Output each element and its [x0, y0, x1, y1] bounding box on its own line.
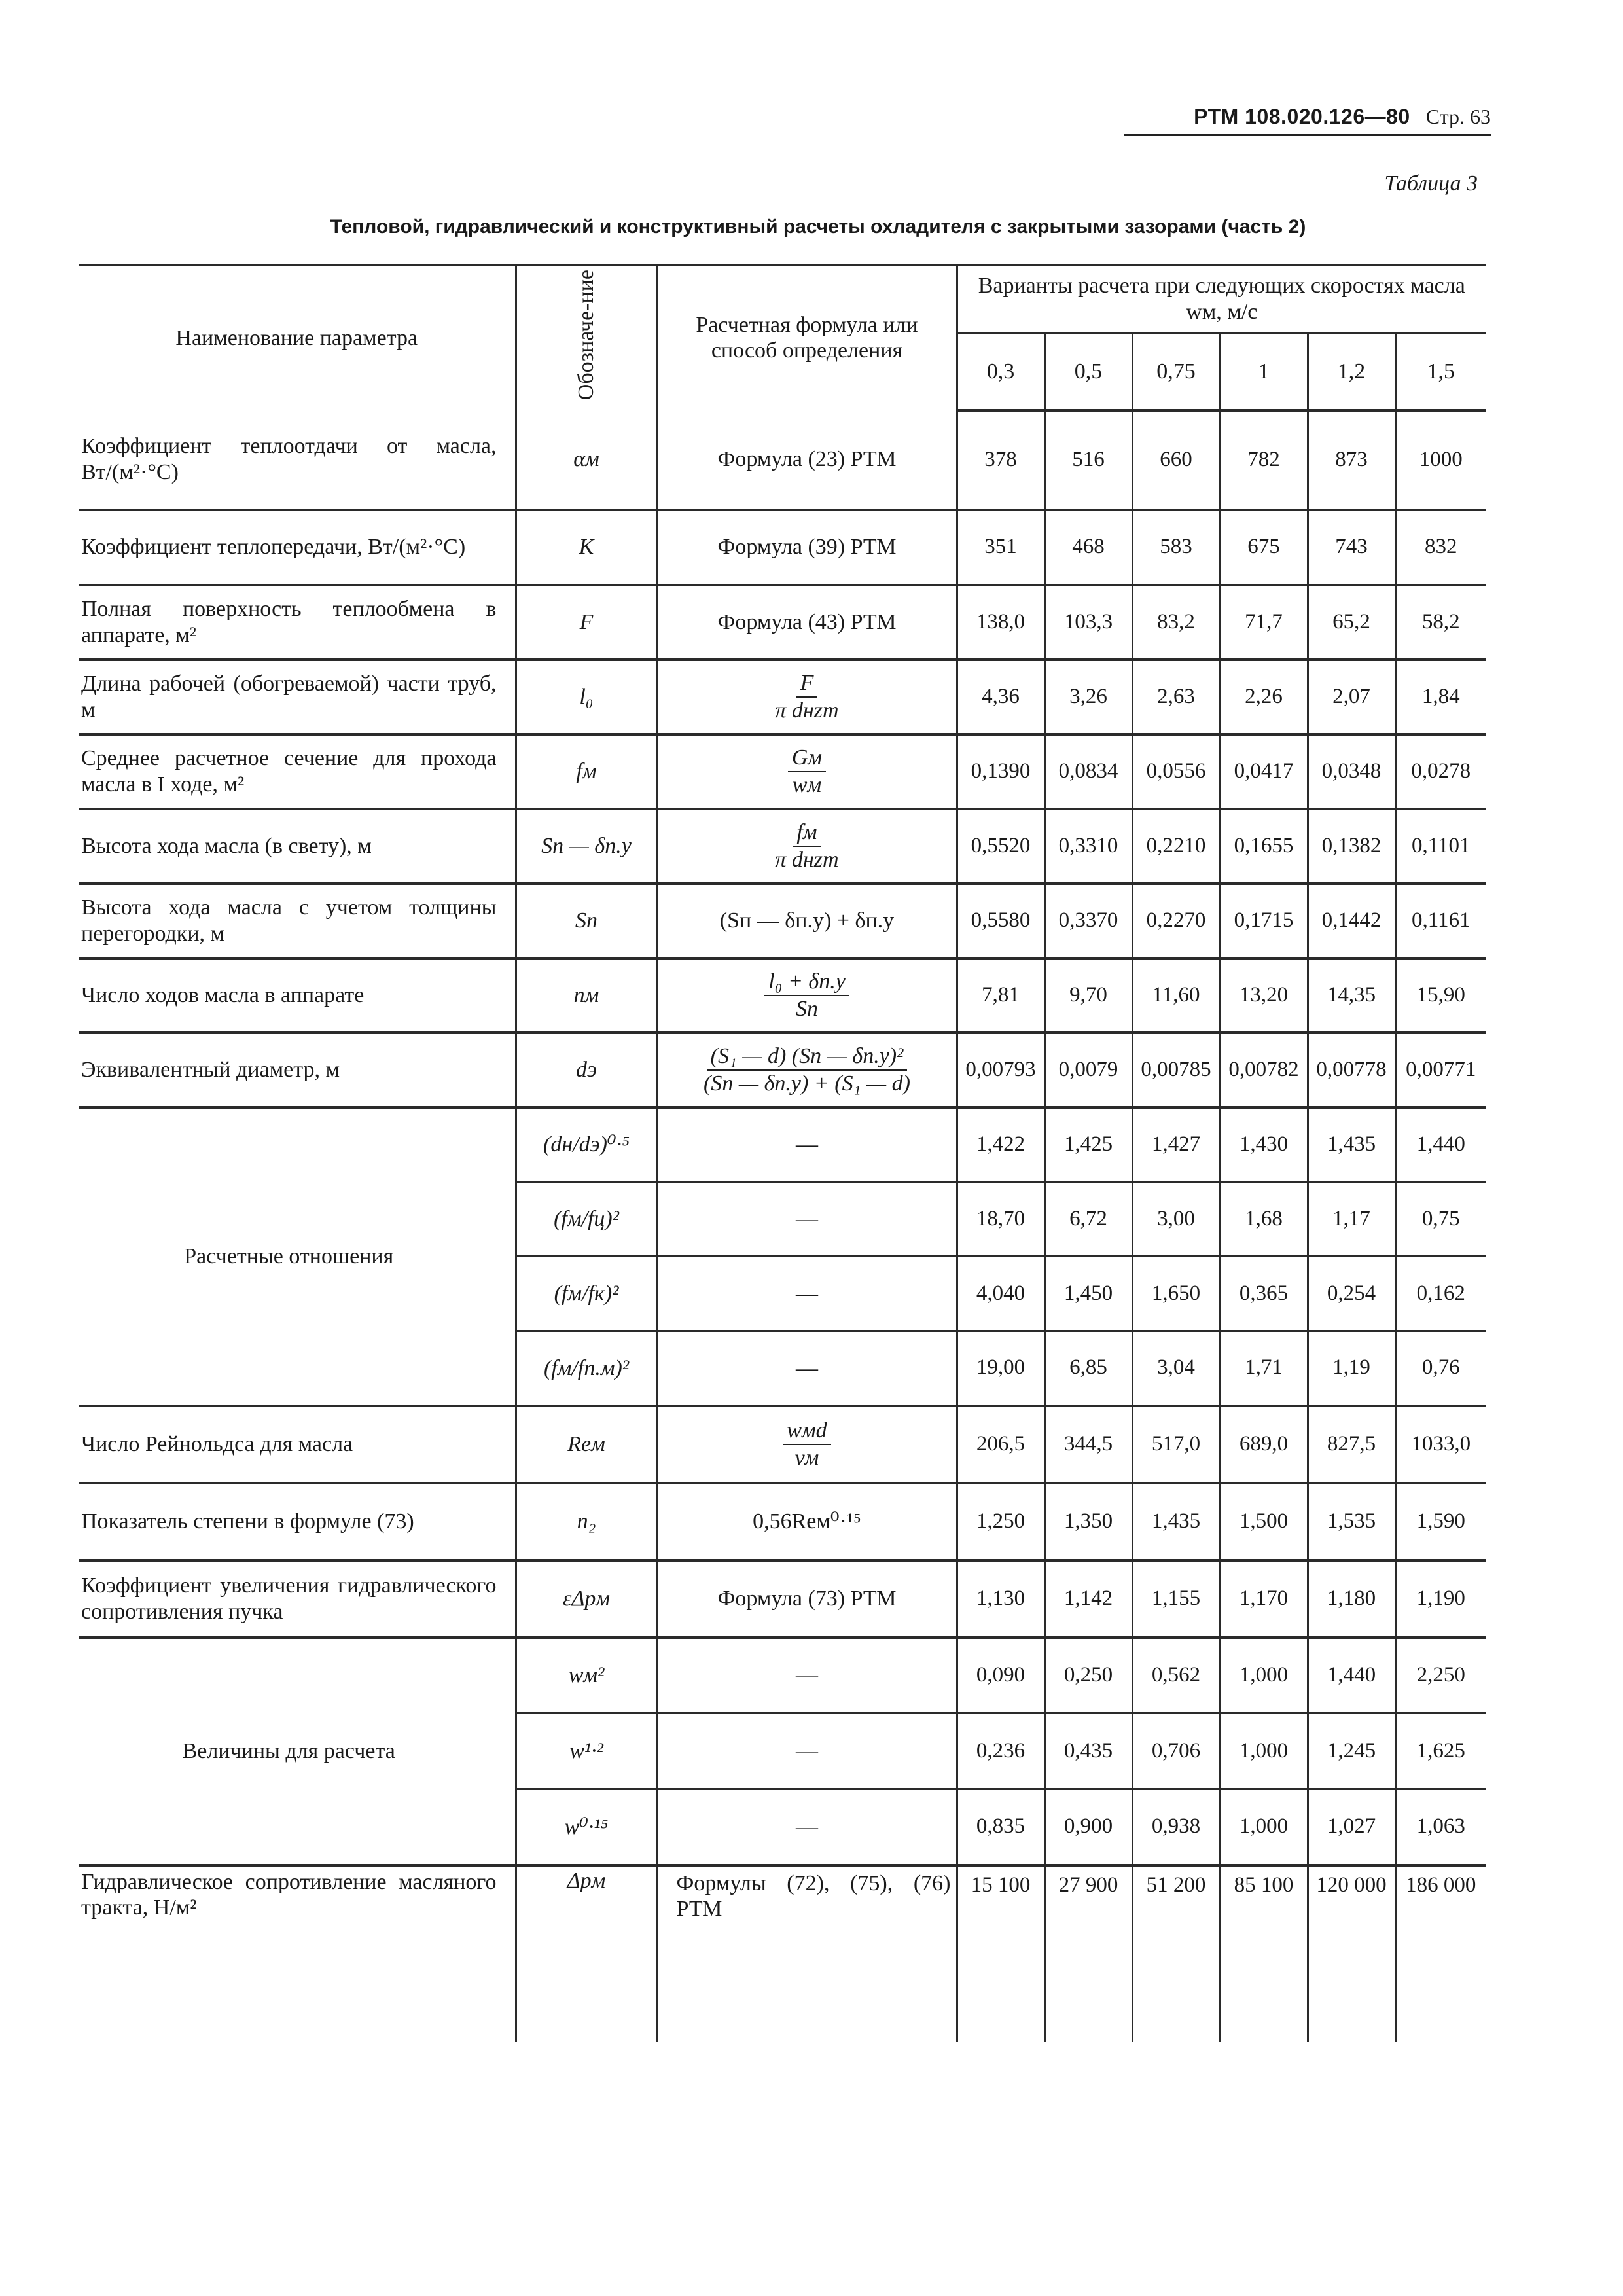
value-cell: 0,00771: [1395, 1033, 1486, 1107]
value-cell: 1,190: [1395, 1560, 1486, 1638]
value-cell: 0,706: [1132, 1713, 1220, 1789]
table-title: Тепловой, гидравлический и конструктивный расчеты охладителя с закрытыми зазорами (часть 2): [330, 216, 1306, 238]
value-cell: 689,0: [1220, 1406, 1308, 1483]
table-row: [79, 1638, 1486, 1713]
value-cell: 0,938: [1132, 1789, 1220, 1865]
speed-header: 1: [1220, 333, 1308, 410]
fraction: [783, 1418, 830, 1470]
formula-cell: [657, 958, 957, 1033]
value-cell: 660: [1132, 410, 1220, 510]
value-cell: 351: [957, 510, 1044, 585]
value-cell: 14,35: [1308, 958, 1395, 1033]
formula-cell: [657, 734, 957, 809]
value-cell: 0,0079: [1044, 1033, 1132, 1107]
value-cell: 0,3370: [1044, 884, 1132, 958]
header-designation: Обозначе-ние: [516, 265, 657, 410]
designation-cell: w¹·²: [516, 1713, 657, 1789]
parameter-name: Коэффициент увеличения гидравлического сопротивления пучка: [79, 1560, 516, 1638]
value-cell: 0,1161: [1395, 884, 1486, 958]
value-cell: 1,130: [957, 1560, 1044, 1638]
fraction-numerator: F: [796, 670, 818, 697]
value-cell: 1,450: [1044, 1257, 1132, 1331]
table-row: [79, 734, 1486, 809]
group-label: Величины для расчета: [79, 1638, 516, 1865]
value-cell: 15 100: [957, 1865, 1044, 2042]
value-cell: 0,835: [957, 1789, 1044, 1865]
table-row: [79, 410, 1486, 510]
value-cell: 517,0: [1132, 1406, 1220, 1483]
value-cell: 85 100: [1220, 1865, 1308, 2042]
table-row: [79, 1033, 1486, 1107]
parameter-name: Коэффициент теплоотдачи от масла, Вт/(м²·°C): [79, 410, 516, 510]
value-cell: 0,2210: [1132, 809, 1220, 884]
value-cell: 4,36: [957, 660, 1044, 734]
value-cell: 516: [1044, 410, 1132, 510]
parameter-name: Гидравлическое сопротивление масляного тракта, Н/м²: [79, 1865, 516, 2042]
formula-cell: —: [657, 1257, 957, 1331]
fraction-numerator: l₀ + δп.у: [764, 969, 849, 996]
fraction-denominator: (Sп — δп.у) + (S₁ — d): [704, 1071, 910, 1096]
data-table: [79, 264, 1486, 2042]
table-row: [79, 510, 1486, 585]
value-cell: 1,427: [1132, 1107, 1220, 1182]
value-cell: 1,350: [1044, 1483, 1132, 1560]
value-cell: 675: [1220, 510, 1308, 585]
formula-cell: Формула (23) РТМ: [657, 410, 957, 510]
value-cell: 1,000: [1220, 1789, 1308, 1865]
value-cell: 0,435: [1044, 1713, 1132, 1789]
formula-cell: Формула (39) РТМ: [657, 510, 957, 585]
value-cell: 873: [1308, 410, 1395, 510]
header-name: Наименование параметра: [79, 265, 516, 410]
value-cell: 0,236: [957, 1713, 1044, 1789]
parameter-name: Высота хода масла (в свету), м: [79, 809, 516, 884]
designation-cell: fм: [516, 734, 657, 809]
value-cell: 1,435: [1132, 1483, 1220, 1560]
fraction-denominator: νм: [794, 1445, 819, 1470]
value-cell: 832: [1395, 510, 1486, 585]
designation-cell: Δpм: [516, 1865, 657, 2042]
value-cell: 7,81: [957, 958, 1044, 1033]
value-cell: 2,63: [1132, 660, 1220, 734]
value-cell: 1,84: [1395, 660, 1486, 734]
table-row: [79, 585, 1486, 660]
value-cell: 186 000: [1395, 1865, 1486, 2042]
designation-cell: (fм/fк)²: [516, 1257, 657, 1331]
fraction-denominator: π dнzт: [775, 698, 839, 723]
formula-cell: —: [657, 1107, 957, 1182]
table-row: [79, 1107, 1486, 1182]
fraction: [700, 1043, 914, 1096]
value-cell: 6,85: [1044, 1331, 1132, 1406]
value-cell: 1000: [1395, 410, 1486, 510]
parameter-name: Высота хода масла с учетом толщины перегородки, м: [79, 884, 516, 958]
value-cell: 782: [1220, 410, 1308, 510]
value-cell: 19,00: [957, 1331, 1044, 1406]
value-cell: 583: [1132, 510, 1220, 585]
formula-cell: —: [657, 1182, 957, 1257]
value-cell: 0,5580: [957, 884, 1044, 958]
value-cell: 0,1715: [1220, 884, 1308, 958]
value-cell: 65,2: [1308, 585, 1395, 660]
fraction-numerator: fм: [793, 819, 821, 846]
value-cell: 378: [957, 410, 1044, 510]
value-cell: 2,07: [1308, 660, 1395, 734]
value-cell: 0,162: [1395, 1257, 1486, 1331]
value-cell: 0,00793: [957, 1033, 1044, 1107]
value-cell: 3,04: [1132, 1331, 1220, 1406]
value-cell: 15,90: [1395, 958, 1486, 1033]
parameter-name: Число Рейнольдса для масла: [79, 1406, 516, 1483]
speed-header: 0,75: [1132, 333, 1220, 410]
value-cell: 1,170: [1220, 1560, 1308, 1638]
value-cell: 1,440: [1395, 1107, 1486, 1182]
value-cell: 0,00782: [1220, 1033, 1308, 1107]
value-cell: 0,00778: [1308, 1033, 1395, 1107]
value-cell: 0,1655: [1220, 809, 1308, 884]
value-cell: 103,3: [1044, 585, 1132, 660]
table-row: [79, 1406, 1486, 1483]
formula-cell: Формулы (72), (75), (76) РТМ: [657, 1865, 957, 2042]
value-cell: 0,0417: [1220, 734, 1308, 809]
formula-cell: Формула (43) РТМ: [657, 585, 957, 660]
value-cell: 0,090: [957, 1638, 1044, 1713]
designation-cell: αм: [516, 410, 657, 510]
fraction-denominator: Sп: [795, 996, 818, 1021]
value-cell: 1033,0: [1395, 1406, 1486, 1483]
value-cell: 0,250: [1044, 1638, 1132, 1713]
value-cell: 1,440: [1308, 1638, 1395, 1713]
designation-cell: Sп — δп.у: [516, 809, 657, 884]
parameter-name: Коэффициент теплопередачи, Вт/(м²·°C): [79, 510, 516, 585]
value-cell: 0,76: [1395, 1331, 1486, 1406]
fraction-denominator: wм: [792, 772, 822, 797]
formula-cell: [657, 1406, 957, 1483]
value-cell: 1,000: [1220, 1638, 1308, 1713]
value-cell: 1,435: [1308, 1107, 1395, 1182]
value-cell: 3,26: [1044, 660, 1132, 734]
parameter-name: Эквивалентный диаметр, м: [79, 1033, 516, 1107]
value-cell: 0,1442: [1308, 884, 1395, 958]
value-cell: 1,17: [1308, 1182, 1395, 1257]
fraction-numerator: Gм: [788, 745, 826, 772]
designation-cell: εΔpм: [516, 1560, 657, 1638]
value-cell: 83,2: [1132, 585, 1220, 660]
designation-cell: (dн/dэ)⁰·⁵: [516, 1107, 657, 1182]
designation-cell: F: [516, 585, 657, 660]
value-cell: 0,0556: [1132, 734, 1220, 809]
value-cell: 0,3310: [1044, 809, 1132, 884]
value-cell: 71,7: [1220, 585, 1308, 660]
fraction-numerator: wмd: [783, 1418, 830, 1444]
value-cell: 0,1390: [957, 734, 1044, 809]
value-cell: 1,625: [1395, 1713, 1486, 1789]
header-variants: Варианты расчета при следующих скоростях масла wм, м/с: [957, 265, 1486, 333]
value-cell: 1,142: [1044, 1560, 1132, 1638]
speed-header: 0,5: [1044, 333, 1132, 410]
value-cell: 0,1101: [1395, 809, 1486, 884]
parameter-name: Длина рабочей (обогреваемой) части труб, м: [79, 660, 516, 734]
document-code: РТМ 108.020.126—80: [1194, 105, 1410, 128]
formula-cell: —: [657, 1638, 957, 1713]
value-cell: 0,900: [1044, 1789, 1132, 1865]
value-cell: 1,027: [1308, 1789, 1395, 1865]
value-cell: 1,063: [1395, 1789, 1486, 1865]
designation-cell: (fм/fц)²: [516, 1182, 657, 1257]
value-cell: 0,1382: [1308, 809, 1395, 884]
designation-cell: K: [516, 510, 657, 585]
formula-cell: —: [657, 1331, 957, 1406]
value-cell: 0,0348: [1308, 734, 1395, 809]
value-cell: 1,245: [1308, 1713, 1395, 1789]
value-cell: 51 200: [1132, 1865, 1220, 2042]
value-cell: 0,2270: [1132, 884, 1220, 958]
page-number: Стр. 63: [1425, 105, 1491, 128]
value-cell: 1,68: [1220, 1182, 1308, 1257]
table-row: [79, 1560, 1486, 1638]
value-cell: 1,590: [1395, 1483, 1486, 1560]
speed-header: 0,3: [957, 333, 1044, 410]
value-cell: 0,5520: [957, 809, 1044, 884]
designation-cell: w⁰·¹⁵: [516, 1789, 657, 1865]
speed-header: 1,2: [1308, 333, 1395, 410]
formula-cell: [657, 660, 957, 734]
value-cell: 0,00785: [1132, 1033, 1220, 1107]
value-cell: 1,71: [1220, 1331, 1308, 1406]
value-cell: 11,60: [1132, 958, 1220, 1033]
formula-cell: [657, 1033, 957, 1107]
table-row: [79, 884, 1486, 958]
fraction: [788, 745, 826, 797]
value-cell: 0,562: [1132, 1638, 1220, 1713]
value-cell: 344,5: [1044, 1406, 1132, 1483]
header-formula: Расчетная формула или способ определения: [657, 265, 957, 410]
table-row: [79, 958, 1486, 1033]
value-cell: 2,250: [1395, 1638, 1486, 1713]
value-cell: 4,040: [957, 1257, 1044, 1331]
group-label: Расчетные отношения: [79, 1107, 516, 1406]
value-cell: 0,0278: [1395, 734, 1486, 809]
value-cell: 1,000: [1220, 1713, 1308, 1789]
value-cell: 1,19: [1308, 1331, 1395, 1406]
designation-cell: Sп: [516, 884, 657, 958]
formula-cell: [657, 809, 957, 884]
table-row: [79, 809, 1486, 884]
value-cell: 1,155: [1132, 1560, 1220, 1638]
value-cell: 2,26: [1220, 660, 1308, 734]
designation-cell: (fм/fп.м)²: [516, 1331, 657, 1406]
designation-cell: wм²: [516, 1638, 657, 1713]
header-rule: [1124, 134, 1491, 136]
value-cell: 1,535: [1308, 1483, 1395, 1560]
value-cell: 1,500: [1220, 1483, 1308, 1560]
table-row: [79, 1865, 1486, 2042]
designation-cell: nм: [516, 958, 657, 1033]
page-header: [1194, 105, 1491, 129]
value-cell: 18,70: [957, 1182, 1044, 1257]
table-row: [79, 1483, 1486, 1560]
value-cell: 468: [1044, 510, 1132, 585]
value-cell: 13,20: [1220, 958, 1308, 1033]
parameter-name: Число ходов масла в аппарате: [79, 958, 516, 1033]
value-cell: 27 900: [1044, 1865, 1132, 2042]
speed-header: 1,5: [1395, 333, 1486, 410]
value-cell: 0,254: [1308, 1257, 1395, 1331]
parameter-name: Среднее расчетное сечение для прохода масла в I ходе, м²: [79, 734, 516, 809]
designation-cell: n₂: [516, 1483, 657, 1560]
fraction: [771, 670, 842, 723]
value-cell: 0,0834: [1044, 734, 1132, 809]
value-cell: 0,75: [1395, 1182, 1486, 1257]
value-cell: 1,430: [1220, 1107, 1308, 1182]
value-cell: 9,70: [1044, 958, 1132, 1033]
formula-cell: —: [657, 1713, 957, 1789]
designation-cell: dэ: [516, 1033, 657, 1107]
value-cell: 0,365: [1220, 1257, 1308, 1331]
value-cell: 1,180: [1308, 1560, 1395, 1638]
table-row: [79, 660, 1486, 734]
table-number: Таблица 3: [1384, 171, 1478, 196]
value-cell: 58,2: [1395, 585, 1486, 660]
value-cell: 138,0: [957, 585, 1044, 660]
value-cell: 120 000: [1308, 1865, 1395, 2042]
designation-cell: Reм: [516, 1406, 657, 1483]
value-cell: 827,5: [1308, 1406, 1395, 1483]
value-cell: 1,422: [957, 1107, 1044, 1182]
formula-cell: 0,56Reм⁰·¹⁵: [657, 1483, 957, 1560]
value-cell: 6,72: [1044, 1182, 1132, 1257]
value-cell: 1,650: [1132, 1257, 1220, 1331]
formula-cell: Формула (73) РТМ: [657, 1560, 957, 1638]
fraction: [771, 819, 842, 872]
parameter-name: Показатель степени в формуле (73): [79, 1483, 516, 1560]
parameter-name: Полная поверхность теплообмена в аппарате, м²: [79, 585, 516, 660]
designation-cell: l₀: [516, 660, 657, 734]
formula-cell: —: [657, 1789, 957, 1865]
value-cell: 1,250: [957, 1483, 1044, 1560]
formula-cell: (Sп — δп.у) + δп.у: [657, 884, 957, 958]
value-cell: 206,5: [957, 1406, 1044, 1483]
fraction-numerator: (S₁ — d) (Sп — δп.у)²: [707, 1043, 908, 1070]
value-cell: 1,425: [1044, 1107, 1132, 1182]
value-cell: 3,00: [1132, 1182, 1220, 1257]
fraction-denominator: π dнzт: [775, 847, 839, 872]
fraction: [764, 969, 849, 1021]
value-cell: 743: [1308, 510, 1395, 585]
